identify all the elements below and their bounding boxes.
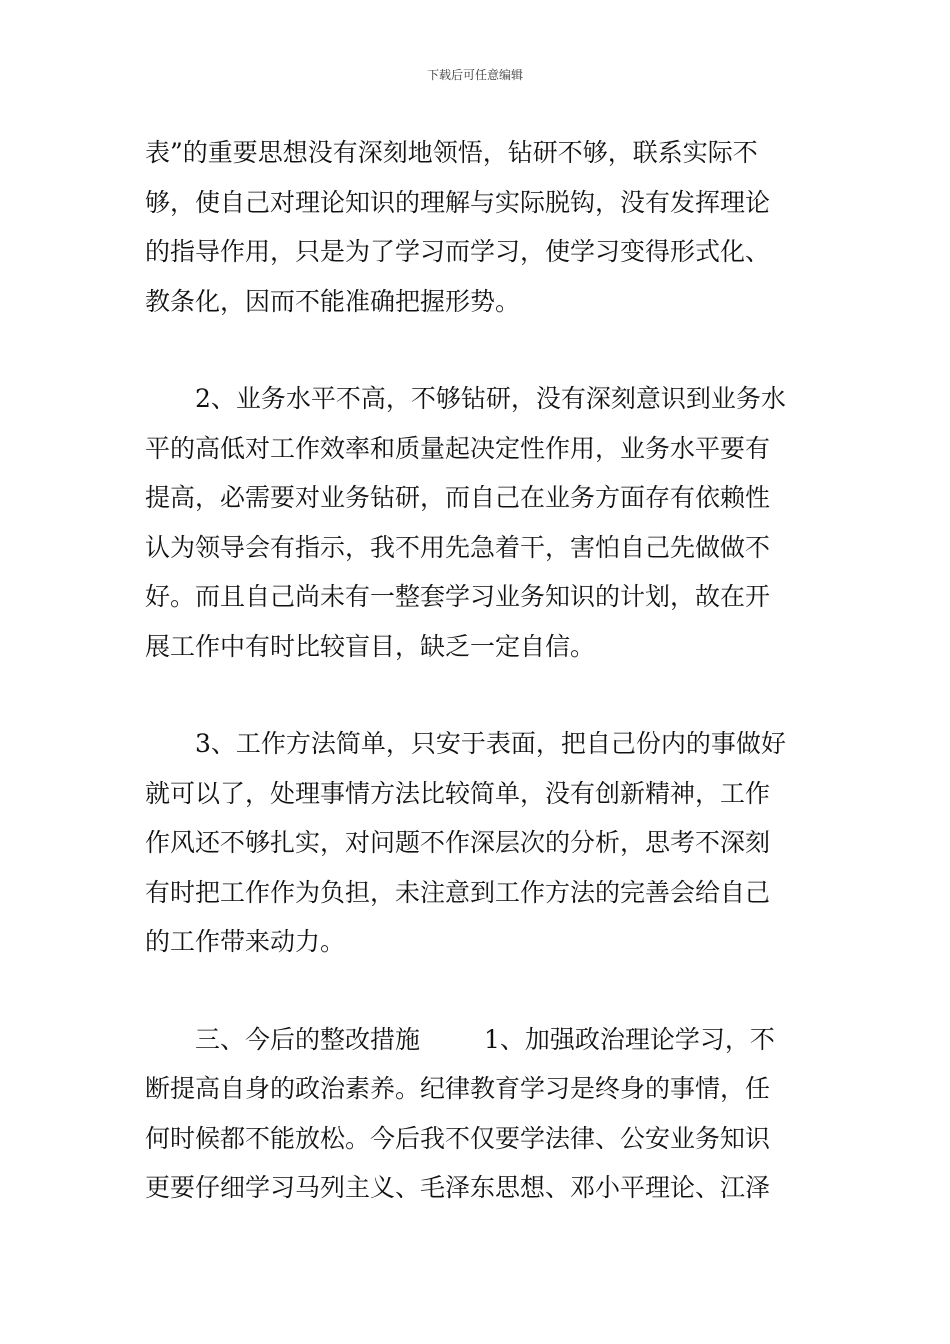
paragraph-gap (145, 326, 807, 374)
paragraph-gap (145, 967, 807, 1015)
text-line (145, 1015, 807, 1065)
text-line: 有时把工作作为负担，未注意到工作方法的完善会给自己 (145, 877, 771, 907)
paragraph-work-method (145, 719, 807, 967)
paragraph-gap (145, 671, 807, 719)
text-line: 够，使自己对理论知识的理解与实际脱钩，没有发挥理论 (145, 187, 771, 217)
text-line: 展工作中有时比较盲目，缺乏一定自信。 (145, 631, 596, 661)
text-line: 表”的重要思想没有深刻地领悟，钻研不够，联系实际不 (145, 138, 758, 167)
paragraph-rectification-measures (145, 1015, 807, 1213)
document-body (145, 128, 807, 1213)
text-line: 3、工作方法简单，只安于表面，把自己份内的事做好 (195, 729, 786, 758)
text-line: 平的高低对工作效率和质量起决定性作用，业务水平要有 (145, 433, 771, 463)
paragraph-business-level (145, 374, 807, 671)
page-header: 下载后可任意编辑 (426, 68, 523, 82)
text-run: 1、加强政治理论学习，不 (484, 1024, 775, 1054)
text-line: 作风还不够扎实，对问题不作深层次的分析，思考不深刻 (145, 828, 771, 857)
text-line: 教条化，因而不能准确把握形势。 (145, 286, 521, 316)
text-line: 2、业务水平不高，不够钻研，没有深刻意识到业务水 (195, 384, 786, 413)
text-line: 何时候都不能放松。今后我不仅要学法律、公安业务知识 (145, 1123, 771, 1153)
paragraph-theory-study (145, 128, 807, 326)
text-line: 好。而且自己尚未有一整套学习业务知识的计划，故在开 (145, 582, 771, 611)
text-line: 就可以了，处理事情方法比较简单，没有创新精神，工作 (145, 778, 771, 808)
section-heading: 三、今后的整改措施 (195, 1024, 421, 1054)
text-line: 提高，必需要对业务钻研，而自己在业务方面存有依赖性 (145, 483, 771, 512)
text-line: 认为领导会有指示，我不用先急着干，害怕自己先做做不 (145, 532, 771, 562)
text-line: 的指导作用，只是为了学习而学习，使学习变得形式化、 (145, 237, 771, 266)
text-line: 的工作带来动力。 (145, 927, 346, 956)
text-line: 断提高自身的政治素养。纪律教育学习是终身的事情，任 (145, 1074, 771, 1103)
text-line: 更要仔细学习马列主义、毛泽东思想、邓小平理论、江泽 (145, 1173, 771, 1202)
